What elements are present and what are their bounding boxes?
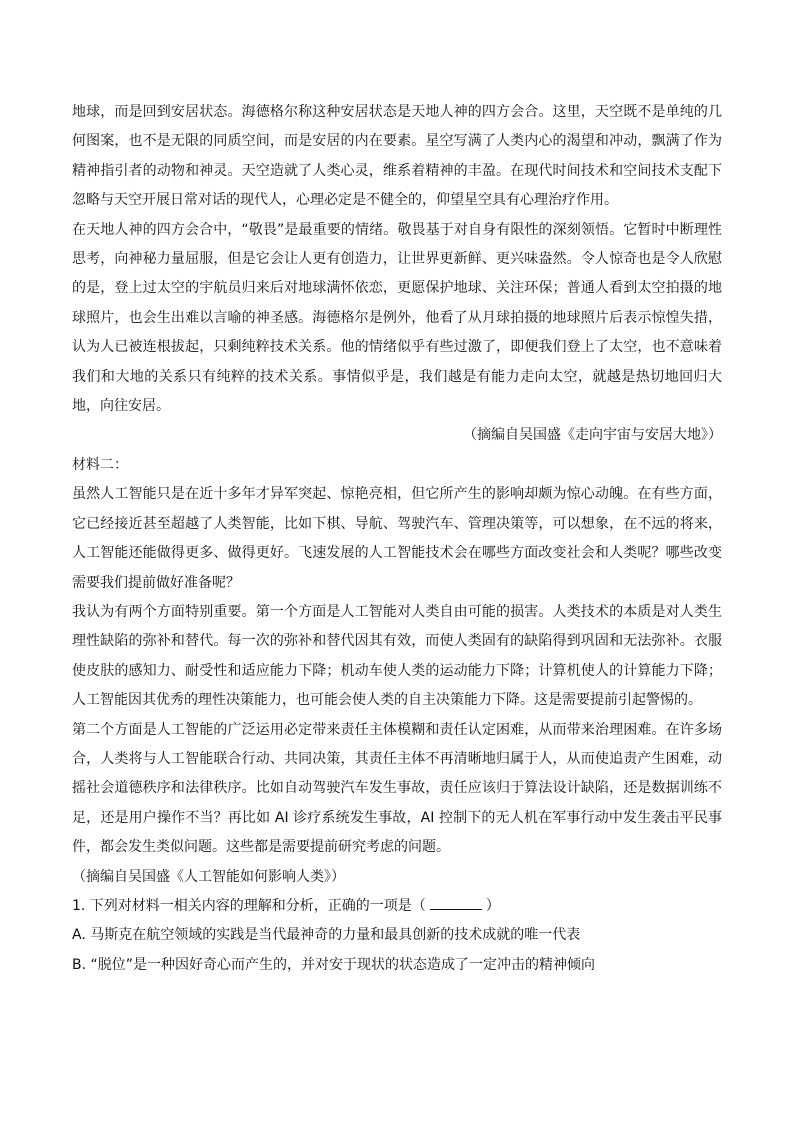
material1-paragraph-1: 地球，而是回到安居状态。海德格尔称这种安居状态是天地人神的四方会合。这里，天空既不是单纯的几何图案，也不是无限的同质空间，而是安居的内在要素。星空写满了人类内心的渴望和冲动，飘满了作为精神指引者的动物和神灵。天空造就了人类心灵，维系着精神的丰盈。在现代时间技术和空间技术支配下忽略与天空开展日常对话的现代人，心理必定是不健全的，仰望星空具有心理治疗作用。 bbox=[72, 104, 722, 209]
material2-source: （摘编自吴国盛《人工智能如何影响人类》） bbox=[72, 868, 345, 885]
option-a: A. 马斯克在航空领域的实践是当代最神奇的力量和最具创新的技术成就的唯一代表 bbox=[72, 927, 581, 944]
material2-heading: 材料二： bbox=[72, 456, 128, 473]
question-1-stem bbox=[72, 892, 722, 921]
material2-paragraph-2: 我认为有两个方面特别重要。第一个方面是人工智能对人类自由可能的损害。人类技术的本质是对人类生理性缺陷的弥补和替代。每一次的弥补和替代因其有效，而使人类固有的缺陷得到巩固和无法弥补。衣服使皮肤的感知力、耐受性和适应能力下降；机动车使人类的运动能力下降；计算机使人的计算能力下降；人工智能因其优秀的理性决策能力，也可能会使人类的自主决策能力下降。这是需要提前引起警惕的。 bbox=[72, 603, 722, 709]
answer-blank bbox=[430, 895, 482, 910]
document-body bbox=[72, 98, 722, 980]
material1-source: （摘编自吴国盛《走向宇宙与安居大地》） bbox=[463, 427, 722, 444]
material1-paragraph-2: 在天地人神的四方会合中，“敬畏”是最重要的情绪。敬畏基于对自身有限性的深刻领悟。它暂时中断理性思考，向神秘力量屈服，但是它会让人更有创造力，让世界更新鲜、更兴味盎然。令人惊奇也是令人欣慰的是，登上过太空的宇航员归来后对地球满怀依恋，更愿保护地球、关注环保；普通人看到太空拍摄的地球照片，也会生出难以言喻的神圣感。海德格尔是例外，他看了从月球拍摄的地球照片后表示惊惶失措，认为人已被连根拔起，只剩纯粹技术关系。他的情绪似乎有些过激了，即便我们登上了太空，也不意味着我们和大地的关系只有纯粹的技术关系。事情似乎是，我们越是有能力走向太空，就越是热切地回归大地，向往安居。 bbox=[72, 221, 722, 415]
question-1-stem-text: 1. 下列对材料一相关内容的理解和分析，正确的一项是（ bbox=[72, 897, 426, 914]
material2-paragraph-3: 第二个方面是人工智能的广泛运用必定带来责任主体模糊和责任认定困难，从而带来治理困难。在许多场合，人类将与人工智能联合行动、共同决策，其责任主体不再清晰地归属于人，从而使追责产生困难，动摇社会道德秩序和法律秩序。比如自动驾驶汽车发生事故，责任应该归于算法设计缺陷，还是数据训练不足，还是用户操作不当？再比如 AI 诊疗系统发生事故，AI 控制下的无人机在军事行动中发生袭击平民事件，都会发生类似问题。这些都是需要提前研究考虑的问题。 bbox=[72, 721, 722, 856]
option-b: B. “脱位”是一种因好奇心而产生的，并对安于现状的状态造成了一定冲击的精神倾向 bbox=[72, 956, 596, 973]
material2-paragraph-1: 虽然人工智能只是在近十多年才异军突起、惊艳亮相，但它所产生的影响却颇为惊心动魄。在有些方面，它已经接近甚至超越了人类智能，比如下棋、导航、驾驶汽车、管理决策等，可以想象，在不远的将来，人工智能还能做得更多、做得更好。飞速发展的人工智能技术会在哪些方面改变社会和人类呢？哪些改变需要我们提前做好准备呢？ bbox=[72, 486, 722, 591]
question-1-stem-close: ） bbox=[485, 897, 500, 914]
